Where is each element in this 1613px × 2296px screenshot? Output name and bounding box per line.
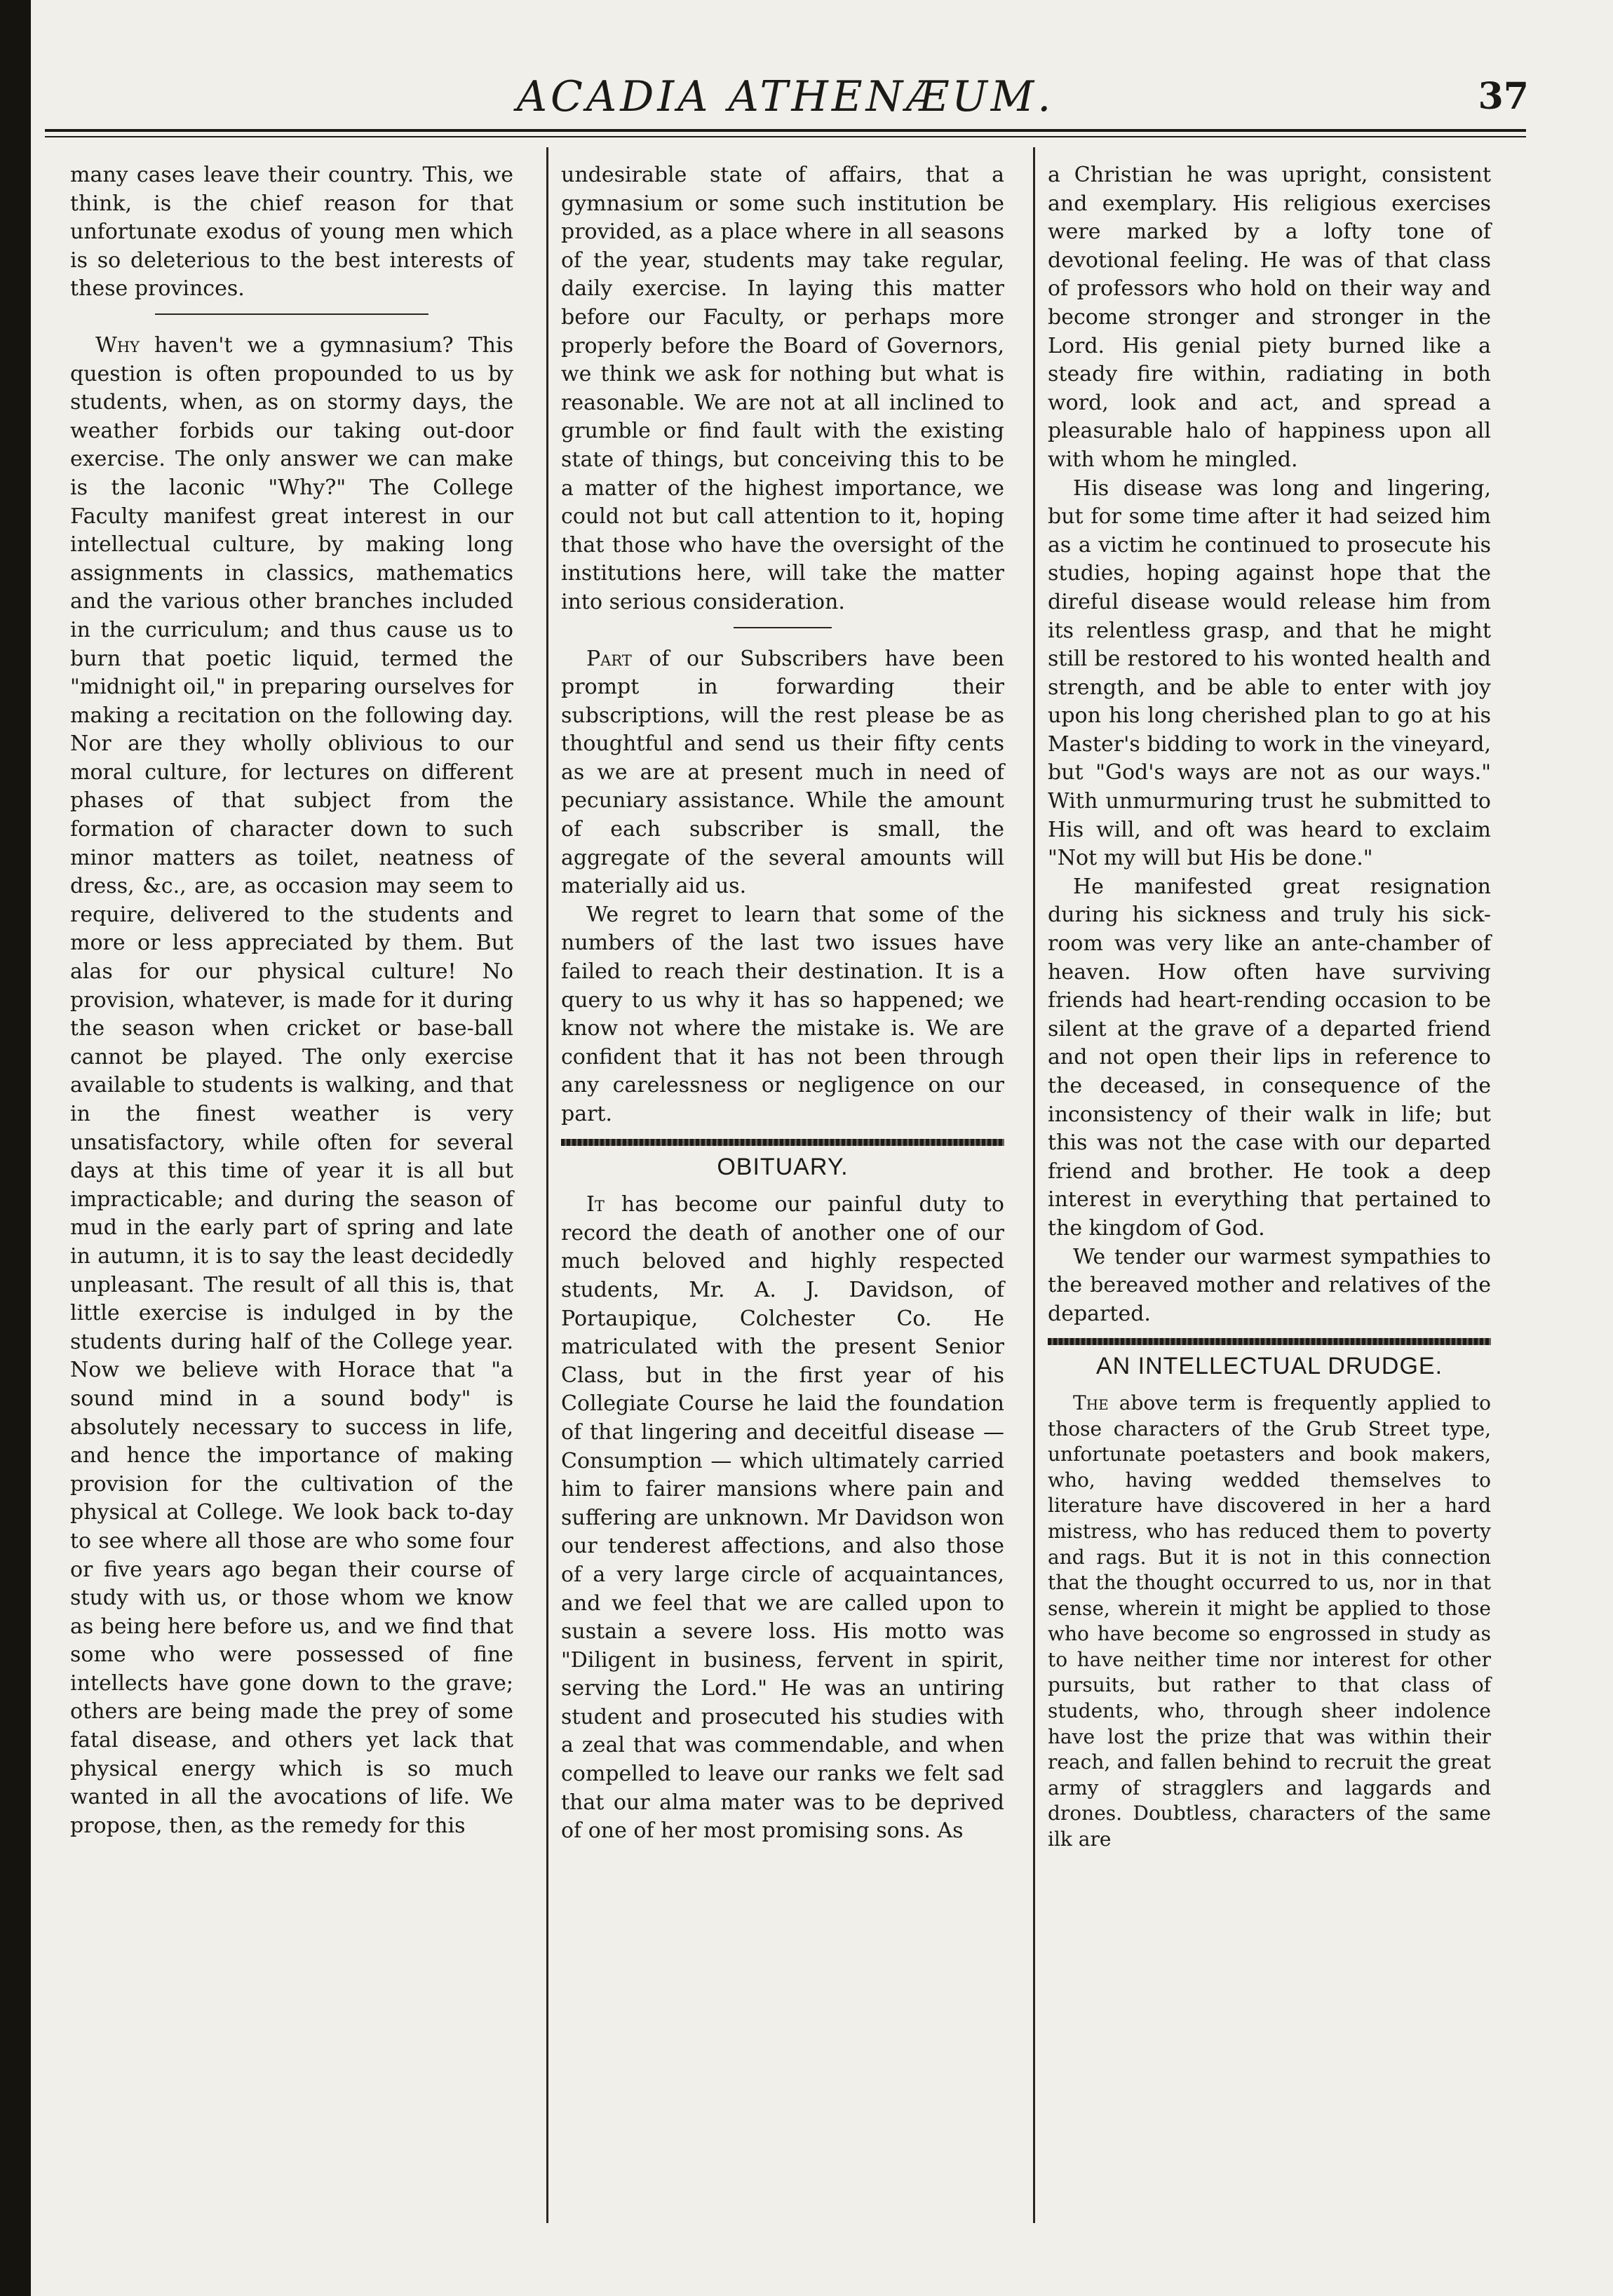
paragraph: We tender our warmest sympathies to the bereaved mother and relatives of the departed.	[1048, 1244, 1491, 1326]
paragraph-text: has become our painful duty to record the death of another one of our much beloved and highly respected students, Mr. A. J. Davidson, of Portaupique, Colchester Co. He matriculated with the present Senior Class, but in the first year of his Collegiate Course he laid the foundation of that lingering and deceitful disease — Consumption — which ultimately carried him to fairer mansions where pain and suffering are unknown. Mr Davidson won our tenderest affections, and also those of a very large circle of acquaintances, and we feel that we are called upon to sustain a severe loss. His motto was "Diligent in business, fervent in spirit, serving the Lord." He was an untiring student and prosecuted his studies with a zeal that was commendable, and when compelled to leave our ranks we felt sad that our alma mater was to be deprived of one of her most promising sons. As	[561, 1192, 1004, 1844]
paragraph: His disease was long and lingering, but for some time after it had seized him as a victim he continued to prosecute his studies, hoping against hope that the direful disease would release him from its relentless grasp, and that he might still be restored to his wonted health and strength, and be able to enter with joy upon his long cherished plan to go at his Master's bidding to work in the vineyard, but "God's ways are not as our ways." With unmurmuring trust he submitted to His will, and oft was heard to exclaim "Not my will but His be done."	[1048, 475, 1491, 871]
section-rule	[1048, 1338, 1491, 1345]
paragraph: a Christian he was upright, consistent and exemplary. His religious exercises were marked by a lofty tone of devotional feeling. He was of that class of professors who hold on their way and become stronger and stronger in the Lord. His genial piety burned like a steady fire within, radiating in both word, look and act, and spread a pleasurable halo of happiness upon all with whom he mingled.	[1048, 163, 1491, 472]
lead-word: Part	[586, 646, 632, 671]
paragraph-text: above term is frequently applied to those characters of the Grub Street type, unfortunate poetasters and book makers, who, having wedded themselves to literature have discovered in her a hard mistress, who has reduced them to poverty and rags. But it is not in this connection that the thought occurred to us, nor in that sense, wherein it might be applied to those who have become so engrossed in study as to have neither time nor interest for other pursuits, but rather to that class of students, who, through sheer indolence have lost the prize that was within their reach, and fallen behind to recruit the great army of stragglers and laggards and drones. Doubtless, characters of the same ilk are	[1048, 1391, 1491, 1851]
paragraph-text: haven't we a gymnasium? This question is often propounded to us by students, when, as on stormy days, the weather forbids our taking out-door exercise. The only answer we can make is the laconic "Why?" The College Faculty manifest great interest in our intellectual culture, by making long assignments in classics, mathematics and the various other branches included in the curriculum; and thus cause us to burn that poetic liquid, termed the "midnight oil," in preparing ourselves for making a recitation on the following day. Nor are they wholly oblivious to our moral culture, for lectures on different phases of that subject from the formation of character down to such minor matters as toilet, neatness of dress, &c., are, as occasion may seem to require, delivered to the students and more or less appreciated by them. But alas for our physical culture! No provision, whatever, is made for it during the season when cricket or base-ball cannot be played. The only exercise available to students is walking, and that in the finest weather is very unsatisfactory, while often for several days at this time of year it is all but impracticable; and during the season of mud in the early part of spring and late in autumn, it is to say the least decidedly unpleasant. The result of all this is, that little exercise is indulged in by the students during half of the College year. Now we believe with Horace that "a sound mind in a sound body" is absolutely necessary to success in life, and hence the importance of making provision for the cultivation of the physical at College. We look back to-day to see where all those are who some four or five years ago began their course of study with us, or those whom we know as being here before us, and we find that some who were possessed of fine intellects have gone down to the grave; others are being made the prey of some fatal disease, and others yet lack that physical energy which is so much wanted in all the avocations of life. We propose, then, as the remedy for this	[70, 332, 513, 1838]
journal-title: ACADIA ATHENÆUM.	[516, 72, 1055, 121]
paragraph: many cases leave their country. This, we think, is the chief reason for that unfortunate exodus of young men which is so deleterious to the best interests of these provinces.	[70, 163, 513, 302]
article-heading: AN INTELLECTUAL DRUDGE.	[1095, 1353, 1443, 1380]
column-3	[1048, 161, 1491, 1853]
column-divider	[1033, 147, 1035, 2223]
section-separator	[155, 313, 428, 315]
page-header	[42, 69, 1529, 125]
article-text	[1048, 1391, 1491, 1853]
paragraph: We regret to learn that some of the numbers of the last two issues have failed to reach their destination. It is a query to us why it has so happened; we know not where the mistake is. We are confident that it has not been through any carelessness or negligence on our part.	[561, 902, 1004, 1126]
paragraph-text: of our Subscribers have been prompt in forwarding their subscriptions, will the rest please be as thoughtful and send us their fifty cents as we are at present much in need of pecuniary assistance. While the amount of each subscriber is small, the aggregate of the several amounts will materially aid us.	[561, 646, 1004, 899]
lead-word: It	[586, 1192, 605, 1217]
page-number: 37	[1478, 75, 1529, 118]
binding-edge	[0, 0, 31, 2296]
section-separator	[734, 627, 832, 628]
editorial-gymnasium	[70, 332, 513, 1840]
lead-word: Why	[95, 332, 140, 358]
paragraph: He manifested great resignation during his sickness and truly his sick-room was very like an ante-chamber of heaven. How often have surviving friends had heart-rending occasion to be silent at the grave of a departed friend and not open their lips in reference to the deceased, in consequence of the inconsistency of their walk in life; but this was not the case with our departed friend and brother. He took a deep interest in everything that pertained to the kingdom of God.	[1048, 874, 1491, 1241]
column-2	[561, 161, 1004, 1846]
obituary-heading: OBITUARY.	[717, 1153, 849, 1180]
paragraph: undesirable state of affairs, that a gymnasium or some such institution be provided, as a place where in all seasons of the year, students may take regular, daily exercise. In laying this matter before our Faculty, or perhaps more properly before the Board of Governors, we think we ask for nothing but what is reasonable. We are not at all inclined to grumble or find fault with the existing state of things, but conceiving this to be a matter of the highest importance, we could not but call attention to it, hoping that those who have the oversight of the institutions here, will take the matter into serious consideration.	[561, 163, 1004, 614]
subscribers-note	[561, 645, 1004, 901]
section-rule	[561, 1139, 1004, 1146]
column-divider	[546, 147, 548, 2223]
header-rule	[45, 129, 1526, 132]
column-1	[70, 161, 513, 1840]
lead-word: The	[1073, 1391, 1109, 1414]
header-rule-thin	[45, 136, 1526, 137]
obituary-text	[561, 1191, 1004, 1846]
